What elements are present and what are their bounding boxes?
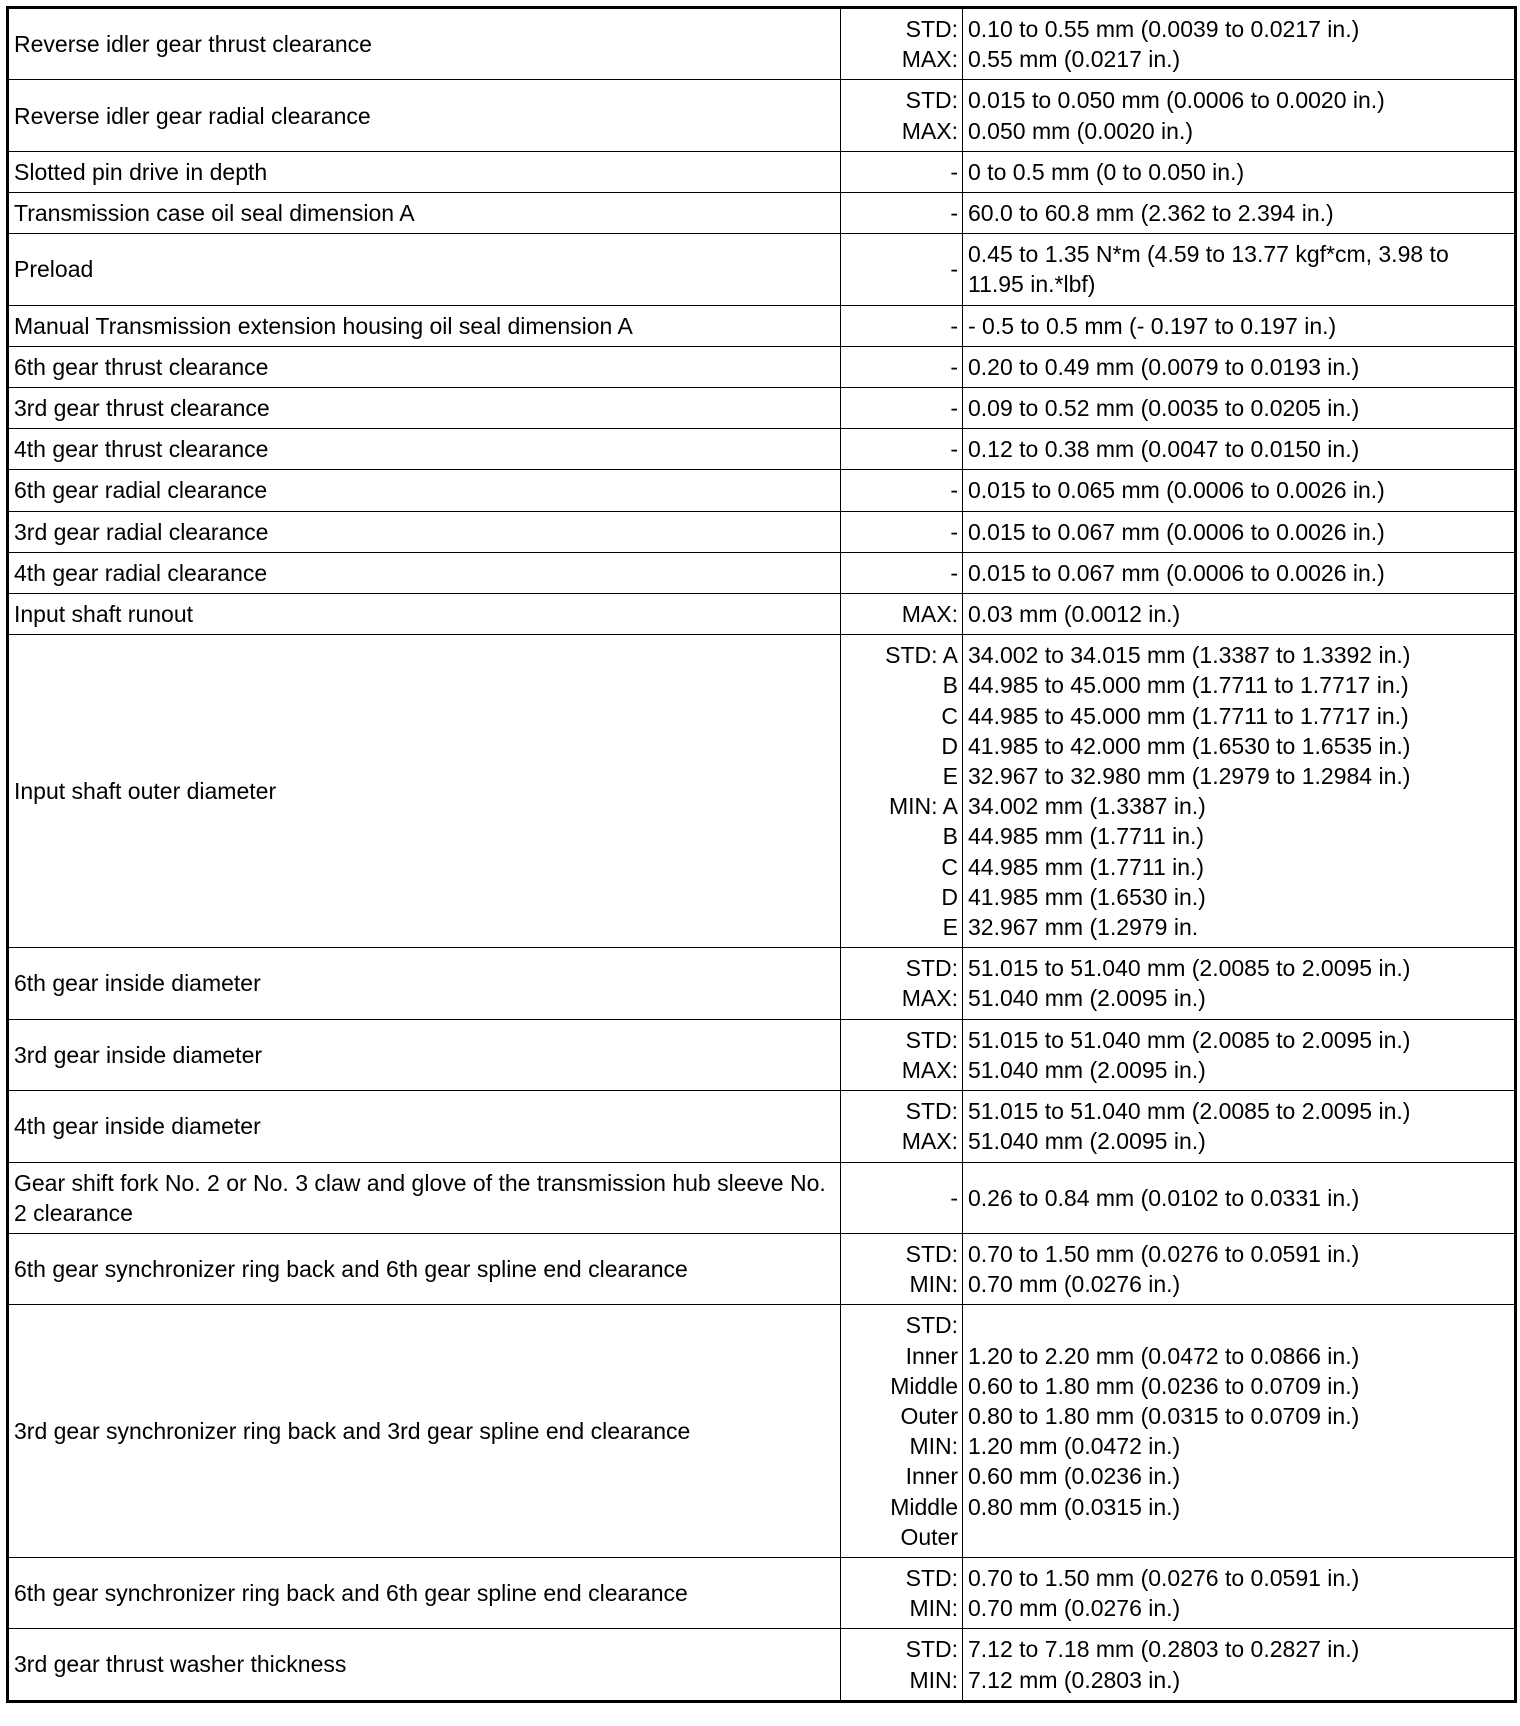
qualifier-cell (841, 305, 963, 346)
table-row (8, 429, 1516, 470)
qualifier-cell (841, 346, 963, 387)
qualifier-label: STD: (905, 1312, 958, 1339)
qualifier-cell (841, 1162, 963, 1233)
table-row (8, 1305, 1516, 1558)
item-name-cell: 6th gear inside diameter (8, 948, 841, 1019)
value-cell (963, 1305, 1516, 1558)
spec-value: 34.002 to 34.015 mm (1.3387 to 1.3392 in.) (968, 642, 1411, 669)
value-cell (963, 948, 1516, 1019)
qualifier-label: Outer (900, 1402, 958, 1429)
spec-value: 32.967 mm (1.2979 in. (968, 914, 1199, 941)
table-row (8, 511, 1516, 552)
qualifier-label: STD: (905, 1026, 958, 1053)
qualifier-label: C (941, 853, 958, 880)
qualifier-label: Inner (905, 1463, 958, 1490)
spec-value: 7.12 to 7.18 mm (0.2803 to 0.2827 in.) (968, 1636, 1360, 1663)
table-row (8, 193, 1516, 234)
qualifier-label: B (942, 672, 958, 699)
qualifier-label: STD: (905, 955, 958, 982)
qualifier-label: MIN: (909, 1271, 958, 1298)
qualifier-label: - (950, 158, 958, 185)
qualifier-cell (841, 80, 963, 151)
qualifier-cell (841, 388, 963, 429)
spec-value: 1.20 mm (0.0472 in.) (968, 1433, 1181, 1460)
spec-value: 51.015 to 51.040 mm (2.0085 to 2.0095 in.) (968, 1026, 1411, 1053)
item-name-cell: 6th gear radial clearance (8, 470, 841, 511)
qualifier-cell (841, 594, 963, 635)
qualifier-cell (841, 1305, 963, 1558)
qualifier-label: D (941, 732, 958, 759)
value-cell (963, 388, 1516, 429)
item-name-cell: Input shaft runout (8, 594, 841, 635)
table-row (8, 8, 1516, 80)
spec-value: 0.70 mm (0.0276 in.) (968, 1271, 1181, 1298)
spec-value: 51.015 to 51.040 mm (2.0085 to 2.0095 in.) (968, 955, 1411, 982)
value-cell (963, 552, 1516, 593)
spec-value: 44.985 to 45.000 mm (1.7711 to 1.7717 in.) (968, 672, 1409, 699)
spec-value: 0.80 to 1.80 mm (0.0315 to 0.0709 in.) (968, 1402, 1360, 1429)
qualifier-cell (841, 1019, 963, 1090)
qualifier-label: MAX: (901, 985, 958, 1012)
qualifier-label: STD: (905, 1564, 958, 1591)
table-row (8, 388, 1516, 429)
spec-value: 0.09 to 0.52 mm (0.0035 to 0.0205 in.) (968, 395, 1360, 422)
qualifier-label: C (941, 702, 958, 729)
qualifier-label: MAX: (901, 46, 958, 73)
item-name-cell: 4th gear thrust clearance (8, 429, 841, 470)
spec-value: 0.80 mm (0.0315 in.) (968, 1493, 1181, 1520)
qualifier-label: D (941, 883, 958, 910)
qualifier-label: - (950, 518, 958, 545)
qualifier-cell (841, 1233, 963, 1304)
spec-value: 0.050 mm (0.0020 in.) (968, 117, 1194, 144)
spec-value: 51.040 mm (2.0095 in.) (968, 1128, 1206, 1155)
spec-value: 51.040 mm (2.0095 in.) (968, 985, 1206, 1012)
spec-value: 0.12 to 0.38 mm (0.0047 to 0.0150 in.) (968, 436, 1360, 463)
spec-value: 60.0 to 60.8 mm (2.362 to 2.394 in.) (968, 200, 1334, 227)
spec-value: 0.015 to 0.067 mm (0.0006 to 0.0026 in.) (968, 518, 1385, 545)
spec-value: 44.985 mm (1.7711 in.) (968, 853, 1205, 880)
value-cell (963, 193, 1516, 234)
value-cell (963, 1091, 1516, 1162)
qualifier-cell (841, 429, 963, 470)
table-row (8, 1233, 1516, 1304)
qualifier-label: - (950, 312, 958, 339)
spec-value: 0.55 mm (0.0217 in.) (968, 46, 1181, 73)
spec-table-container (6, 6, 1514, 1703)
qualifier-cell (841, 193, 963, 234)
qualifier-label: STD: (905, 1240, 958, 1267)
table-row (8, 470, 1516, 511)
qualifier-label: MAX: (901, 601, 958, 628)
spec-value: 51.015 to 51.040 mm (2.0085 to 2.0095 in.) (968, 1098, 1411, 1125)
qualifier-label: B (942, 823, 958, 850)
table-row (8, 635, 1516, 948)
item-name-cell: 3rd gear inside diameter (8, 1019, 841, 1090)
qualifier-label: - (950, 353, 958, 380)
spec-value: 0.70 to 1.50 mm (0.0276 to 0.0591 in.) (968, 1240, 1360, 1267)
item-name-cell: 4th gear inside diameter (8, 1091, 841, 1162)
qualifier-label: STD: (905, 16, 958, 42)
item-name-cell: 3rd gear radial clearance (8, 511, 841, 552)
value-cell (963, 346, 1516, 387)
value-cell (963, 511, 1516, 552)
qualifier-label: MIN: (909, 1666, 958, 1693)
item-name-cell: Reverse idler gear radial clearance (8, 80, 841, 151)
table-row (8, 305, 1516, 346)
spec-value: 0.45 to 1.35 N*m (4.59 to 13.77 kgf*cm, 3.98 to 11.95 in.*lbf) (968, 241, 1449, 298)
qualifier-label: - (950, 436, 958, 463)
spec-value: 32.967 to 32.980 mm (1.2979 to 1.2984 in.) (968, 763, 1411, 790)
qualifier-label: E (942, 763, 958, 790)
spec-value: 0.70 mm (0.0276 in.) (968, 1595, 1181, 1622)
spec-value: 0.10 to 0.55 mm (0.0039 to 0.0217 in.) (968, 16, 1360, 42)
qualifier-cell (841, 8, 963, 80)
qualifier-label: STD: (905, 87, 958, 114)
specification-table-body (8, 8, 1516, 1702)
qualifier-label: MAX: (901, 1056, 958, 1083)
spec-value: 0 to 0.5 mm (0 to 0.050 in.) (968, 158, 1245, 185)
value-cell (963, 429, 1516, 470)
item-name-cell: 6th gear synchronizer ring back and 6th gear spline end clearance (8, 1557, 841, 1628)
qualifier-cell (841, 552, 963, 593)
table-row (8, 346, 1516, 387)
qualifier-cell (841, 470, 963, 511)
item-name-cell: 4th gear radial clearance (8, 552, 841, 593)
qualifier-cell (841, 1091, 963, 1162)
value-cell (963, 151, 1516, 192)
table-row (8, 234, 1516, 305)
qualifier-label: STD: A (885, 642, 958, 669)
spec-value: 0.015 to 0.065 mm (0.0006 to 0.0026 in.) (968, 477, 1385, 504)
qualifier-label: Outer (900, 1523, 958, 1550)
table-row (8, 80, 1516, 151)
item-name-cell: Reverse idler gear thrust clearance (8, 8, 841, 80)
spec-value: 0.60 to 1.80 mm (0.0236 to 0.0709 in.) (968, 1372, 1360, 1399)
spec-value: 0.015 to 0.067 mm (0.0006 to 0.0026 in.) (968, 559, 1385, 586)
item-name-cell: Manual Transmission extension housing oil seal dimension A (8, 305, 841, 346)
value-cell (963, 80, 1516, 151)
qualifier-cell (841, 511, 963, 552)
item-name-cell: Input shaft outer diameter (8, 635, 841, 948)
qualifier-label: - (950, 256, 958, 283)
value-cell (963, 635, 1516, 948)
spec-value (968, 1522, 1510, 1552)
qualifier-label: Inner (905, 1342, 958, 1369)
table-row (8, 1162, 1516, 1233)
spec-value: 41.985 mm (1.6530 in.) (968, 883, 1206, 910)
value-cell (963, 1629, 1516, 1701)
item-name-cell: 3rd gear thrust clearance (8, 388, 841, 429)
item-name-cell: 3rd gear thrust washer thickness (8, 1629, 841, 1701)
table-row (8, 552, 1516, 593)
value-cell (963, 1233, 1516, 1304)
qualifier-label: - (950, 559, 958, 586)
qualifier-label: MIN: (909, 1433, 958, 1460)
value-cell (963, 8, 1516, 80)
qualifier-cell (841, 151, 963, 192)
qualifier-label: - (950, 395, 958, 422)
spec-value (968, 1310, 1510, 1340)
qualifier-label: Middle (890, 1372, 958, 1399)
item-name-cell: Gear shift fork No. 2 or No. 3 claw and glove of the transmission hub sleeve No. 2 clearance (8, 1162, 841, 1233)
table-row (8, 1019, 1516, 1090)
qualifier-label: MAX: (901, 117, 958, 144)
spec-value: 0.03 mm (0.0012 in.) (968, 601, 1181, 628)
spec-value: 0.20 to 0.49 mm (0.0079 to 0.0193 in.) (968, 353, 1360, 380)
spec-value: 0.70 to 1.50 mm (0.0276 to 0.0591 in.) (968, 1564, 1360, 1591)
qualifier-label: STD: (905, 1098, 958, 1125)
value-cell (963, 594, 1516, 635)
spec-value: 0.015 to 0.050 mm (0.0006 to 0.0020 in.) (968, 87, 1385, 114)
item-name-cell: 6th gear thrust clearance (8, 346, 841, 387)
item-name-cell: Transmission case oil seal dimension A (8, 193, 841, 234)
qualifier-label: Middle (890, 1493, 958, 1520)
qualifier-label: MIN: (909, 1595, 958, 1622)
qualifier-label: E (942, 914, 958, 941)
item-name-cell: Slotted pin drive in depth (8, 151, 841, 192)
qualifier-label: MIN: A (888, 793, 958, 820)
qualifier-label: - (950, 1184, 958, 1211)
specification-table (6, 6, 1517, 1703)
spec-value: 0.60 mm (0.0236 in.) (968, 1463, 1181, 1490)
value-cell (963, 1557, 1516, 1628)
qualifier-label: STD: (905, 1636, 958, 1663)
qualifier-cell (841, 948, 963, 1019)
qualifier-label: - (950, 200, 958, 227)
value-cell (963, 234, 1516, 305)
qualifier-label: MAX: (901, 1128, 958, 1155)
qualifier-label: - (950, 477, 958, 504)
qualifier-cell (841, 1557, 963, 1628)
table-row (8, 1557, 1516, 1628)
value-cell (963, 470, 1516, 511)
value-cell (963, 1162, 1516, 1233)
qualifier-cell (841, 1629, 963, 1701)
qualifier-cell (841, 635, 963, 948)
item-name-cell: 6th gear synchronizer ring back and 6th gear spline end clearance (8, 1233, 841, 1304)
table-row (8, 151, 1516, 192)
table-row (8, 594, 1516, 635)
spec-value: 34.002 mm (1.3387 in.) (968, 793, 1206, 820)
spec-value: 41.985 to 42.000 mm (1.6530 to 1.6535 in.) (968, 732, 1411, 759)
spec-value: 44.985 mm (1.7711 in.) (968, 823, 1205, 850)
item-name-cell: Preload (8, 234, 841, 305)
table-row (8, 948, 1516, 1019)
spec-value: - 0.5 to 0.5 mm (- 0.197 to 0.197 in.) (968, 312, 1337, 339)
table-row (8, 1629, 1516, 1701)
value-cell (963, 1019, 1516, 1090)
spec-value: 51.040 mm (2.0095 in.) (968, 1056, 1206, 1083)
spec-value: 1.20 to 2.20 mm (0.0472 to 0.0866 in.) (968, 1342, 1360, 1369)
qualifier-cell (841, 234, 963, 305)
spec-value: 44.985 to 45.000 mm (1.7711 to 1.7717 in.) (968, 702, 1409, 729)
spec-value: 0.26 to 0.84 mm (0.0102 to 0.0331 in.) (968, 1184, 1360, 1211)
spec-value: 7.12 mm (0.2803 in.) (968, 1666, 1181, 1693)
value-cell (963, 305, 1516, 346)
table-row (8, 1091, 1516, 1162)
item-name-cell: 3rd gear synchronizer ring back and 3rd gear spline end clearance (8, 1305, 841, 1558)
